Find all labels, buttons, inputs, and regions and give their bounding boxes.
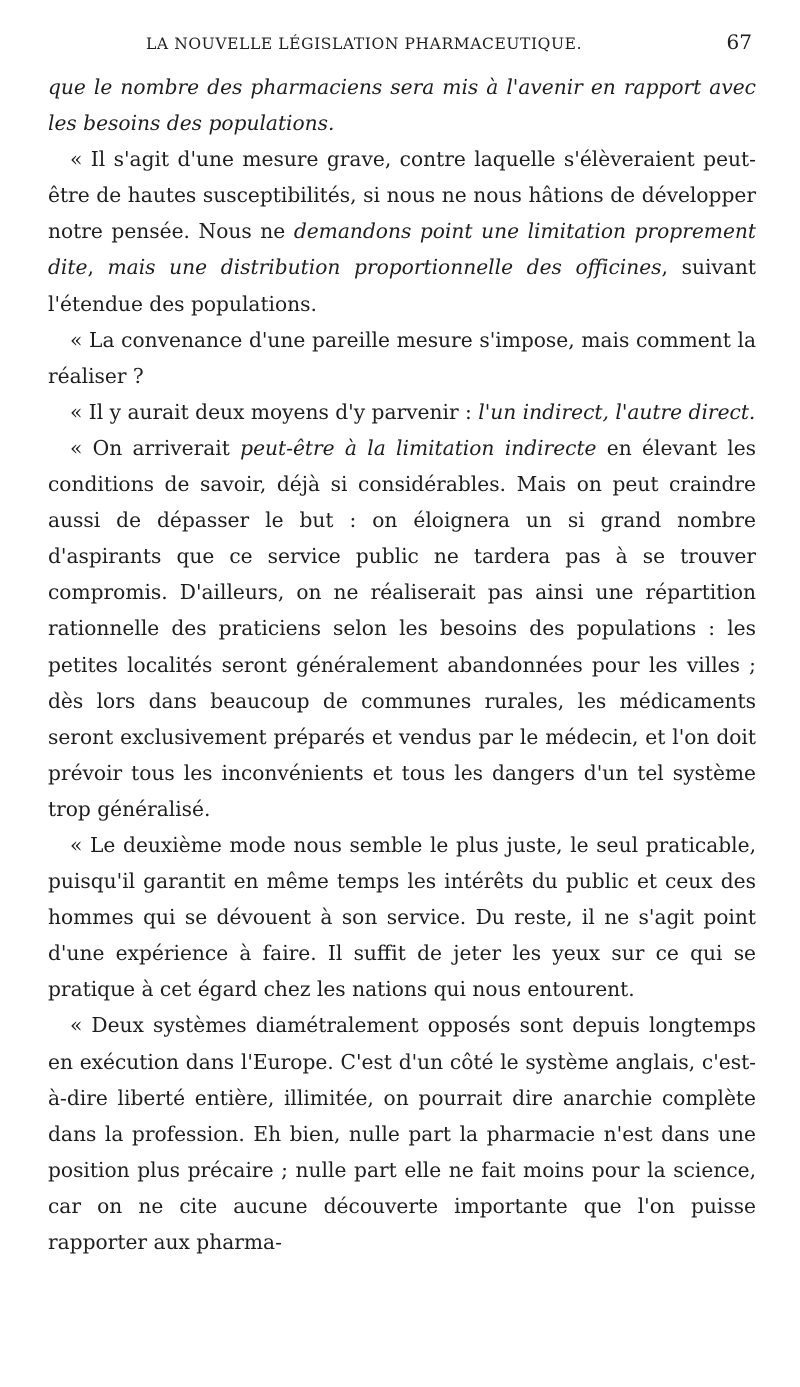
paragraph (48, 430, 756, 827)
running-title: LA NOUVELLE LÉGISLATION PHARMACEUTIQUE. (146, 35, 583, 53)
italic-text: peut-être à la limitation indirecte (240, 435, 597, 460)
page-header (48, 30, 756, 68)
paragraph (48, 69, 756, 141)
text-run: , (87, 255, 108, 280)
italic-text: mais une distribution proportionnelle des officines (107, 255, 662, 280)
paragraph (48, 1007, 756, 1260)
text-run: , suivant l'étendue des populations. (48, 255, 756, 316)
italic-text: l'un indirect, l'autre direct. (478, 399, 756, 424)
paragraph (48, 141, 756, 321)
paragraph (48, 322, 756, 394)
text-run: « Le deuxième mode nous semble le plus juste, le seul praticable, puisqu'il garantit en même temps les intérêts du public et ceux des hommes qui se dévouent à son service. Du reste, il ne s'agit point d'une expérience à faire. Il suffit de jeter les yeux sur ce qui se pratique à cet égard chez les nations qui nous entourent. (48, 832, 756, 1002)
text-run: « La convenance d'une pareille mesure s'impose, mais comment la réaliser ? (48, 327, 756, 388)
body-text (48, 69, 756, 1260)
text-run: « On arriverait (70, 435, 241, 460)
italic-text: que le nombre des pharmaciens sera mis à l'avenir en rapport avec les besoins des populations. (48, 75, 756, 136)
paragraph (48, 827, 756, 1007)
italic-text: demandons point une limitation proprement dite (48, 219, 757, 280)
text-run: « Il s'agit d'une mesure grave, contre laquelle s'élèveraient peut-être de hautes susceptibilités, si nous ne nous hâtions de développer notre pensée. Nous ne (48, 147, 756, 244)
paragraph (48, 394, 756, 430)
text-run: en élevant les conditions de savoir, déjà si considérables. Mais on peut craindre aussi de dépasser le but : on éloignera un si grand nombre d'aspirants que ce service public ne tardera pas à se trouver compromis. D'ailleurs, on ne réaliserait pas ainsi une répartition rationnelle des praticiens selon les besoins des populations : les petites localités seront généralement abandonnées pour les villes ; dès lors dans beaucoup de communes rurales, les médicaments seront exclusivement préparés et vendus par le médecin, et l'on doit prévoir tous les inconvénients et tous les dangers d'un tel système trop généralisé. (48, 435, 756, 821)
text-run: « Deux systèmes diamétralement opposés sont depuis longtemps en exécution dans l'Europe. C'est d'un côté le système anglais, c'est-à-dire liberté entière, illimitée, on pourrait dire anarchie complète dans la profession. Eh bien, nulle part la pharmacie n'est dans une position plus précaire ; nulle part elle ne fait moins pour la science, car on ne cite aucune découverte importante que l'on puisse rapporter aux pharma- (48, 1013, 756, 1254)
page-number: 67 (726, 30, 752, 54)
text-run: « Il y aurait deux moyens d'y parvenir : (70, 399, 479, 424)
